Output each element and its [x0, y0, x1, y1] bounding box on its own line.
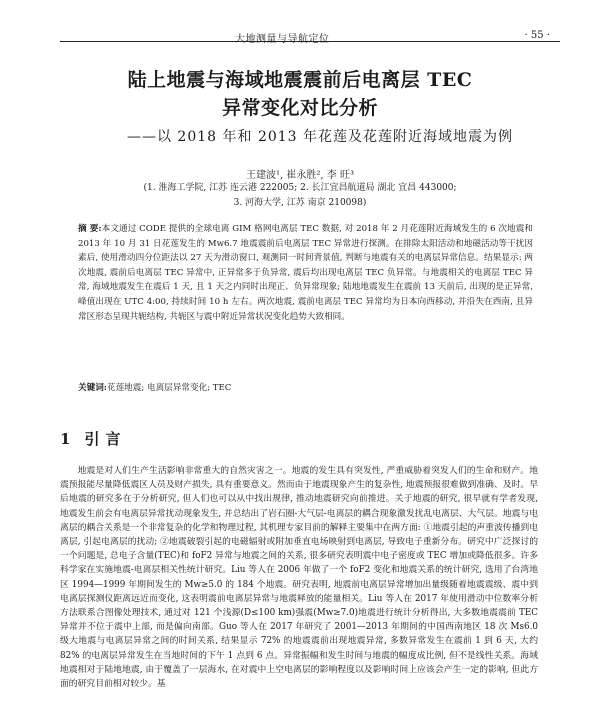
keywords-text: 花莲地震; 电离层异常变化; TEC	[106, 383, 232, 393]
abstract-text: 本文通过 CODE 提供的全球电离 GIM 格网电离层 TEC 数据, 对 2018 年 2 月花莲附近海域发生的 6 次地震和 2013 年 10 月 31 日花莲发生的 Mw6.7 地震震前后电离层 TEC 异常进行探测。在排除太阳活动和地磁活动等干扰因素后, 使用滑动四分位距法以 27 天为滑动窗口, 观测同一时间背景值, 判断与地震有关的电离层异常信息。结果显示: 两次地震, 震前后电离层 TEC 异常中, 正异常多于负异常, 震后均出现电离层 TEC 负异常。与地震相关的电离层 TEC 异常, 海域地震发生在震后 1 天, 且 1 天之内同时出现正、负异常现象; 陆地地震发生在震前 13 天前后, 出现的是正异常, 峰值出现在 UTC 4:00, 持续时间 10 h 左右。两次地震, 震前电离层 TEC 异常均为日本向西移动, 并沿失在西南, 且异常区形态呈现共轭结构, 共轭区与震中附近异常状况变化趋势大致相同。	[78, 224, 533, 322]
article-subtitle: ——以 2018 年和 2013 年花莲及花莲附近海域地震为例	[126, 129, 514, 145]
affiliation-line: 3. 河海大学, 江苏 南京 210098)	[233, 198, 367, 208]
abstract	[78, 222, 533, 324]
section-title: 引言	[84, 430, 127, 448]
header-rule	[60, 41, 560, 42]
page-number: · 55 ·	[524, 30, 550, 41]
page-header	[0, 0, 600, 45]
abstract-label: 摘 要:	[78, 224, 102, 234]
keywords	[78, 381, 533, 393]
title-line-1: 陆上地震与海域地震震前后电离层 TEC	[127, 69, 473, 91]
journal-name: 大地测量与导航定位	[235, 34, 330, 45]
affiliations	[0, 181, 600, 211]
section-heading	[60, 428, 126, 449]
article-title	[0, 66, 600, 122]
author-list: 王建波¹, 崔永胜², 李 旺³	[246, 170, 354, 181]
section-number: 1	[60, 430, 71, 448]
keywords-label: 关键词:	[78, 383, 107, 393]
affiliation-line: (1. 淮海工学院, 江苏 连云港 222005; 2. 长江宜昌航道局 湖北 宜昌 443000;	[143, 183, 457, 193]
body-paragraph: 地震是对人们生产生活影响非常重大的自然灾害之一。地震的发生具有突发性, 严重威胁着突发人们的生命和财产。地震预报能尽量降低震区人员及财产损失, 具有重要意义。然而由于地震现象产生的复杂性, 地震预报很难做到准确、及时。早后地震的研究多在于分析研究, 但人们也可以从中找出规律, 推动地震研究向前推进。关于地震的研究, 很早就有学者发现, 地震发生前会有电离层异常扰动现象发生, 并总结出了岩石圈-大气层-电离层的耦合现象激发扰乱电离层、大气层。地震与电离层的耦合关系是一个非常复杂的化学和物理过程, 其机理专家目前的解释主要集中在两方面: ①地震引起的声重波传播到电离层, 引起电离层的扰动; ②地震破裂引起的电磁辐射或附加垂直电场映射到电离层, 导致电子重新分布。研究中广泛探讨的一个问题是, 总电子含量(TEC)和 foF2 异常与地震之间的关系, 很多研究表明震中电子密度或 TEC 增加或降低很多。许多科学家在实施地震-电离层相关性统计研究。Liu 等人在 2006 年做了一个 foF2 变化和地震关系的统计研究, 选用了台湾地区 1994—1999 年期间发生的 Mw≥5.0 的 184 个地震。研究表明, 地震前电离层异常增加出量级随着地震震级、震中到电离层探测仪距离远近而变化, 这表明震前电离层异常与地震释放的能量相关。Liu 等人在 2017 年使用滑动中位数率分析方法联系合图像处理技术, 通过对 121 个浅源(D≤100 km)强震(Mw≥7.0)地震进行统计分析得出, 大多数地震震前 TEC 异常并不位于震中上部, 而是偏向南部。Guo 等人在 2017 年研究了 2001—2013 年期间的中国西南地区 18 次 Ms6.0 级大地震与电离层异常之间的时间关系, 结果显示 72% 的地震震前出现地震异常, 多数异常发生在震前 1 到 6 天, 大约 82% 的电离层异常发生在当地时间的下午 1 点到 6 点。异常振幅和发生时间与地震的幅度成比例, 但不是线性关系。海域地震相对于陆地地震, 由于覆盖了一层海水, 在对震中上空电离层的影响程度以及影响时间上应该会产生一定的影响, 但此方面的研究目前相对较少。基	[60, 466, 538, 690]
title-line-2: 异常变化对比分析	[221, 97, 378, 119]
